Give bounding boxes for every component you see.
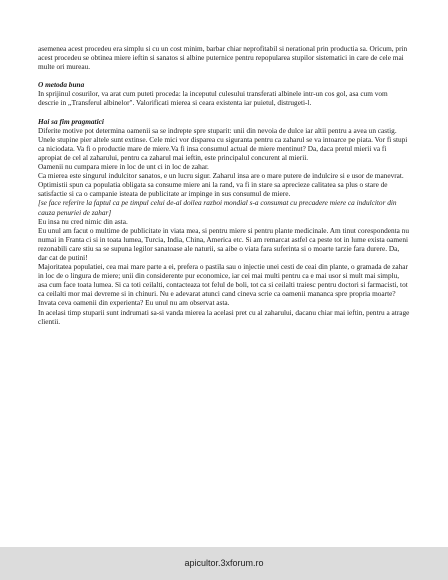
pragmatici-paragraph-3: Ca mierea este singurul indulcitor sanatos, e un lucru sigur. Zaharul insa are o mare putere de indulcire si e usor de manevrat. (38, 171, 404, 181)
site-watermark: apicultor.3xforum.ro (184, 558, 264, 568)
metoda-buna-paragraph: In sprijinul cosurilor, va arat cum puteti proceda: la inceputul culesului transferati albinele intr-un cos gol, asa cum vom descrie in ,,Transferul albinelor". Valorificati mierea si ceara existenta iar puietul, distrugeti-l. (38, 89, 388, 108)
intro-paragraph: asemenea acest procedeu era simplu si cu un cost minim, barbar chiar neprofitabil si nerational prin productia sa. Oricum, prin acest procedeu se obtinea miere ieftin si sanatos si albine puternice pentru repopularea stupilor sistematici in care de cele mai multe ori mureau. (38, 44, 408, 72)
section-heading-pragmatici: Hai sa fim pragmatici (38, 116, 104, 126)
document-body (38, 44, 410, 326)
section-heading-metoda-buna: O metoda buna (38, 80, 85, 90)
pragmatici-paragraph-4: Optimistii spun ca populatia obligata sa consume miere ani la rand, va fi in stare sa aprecieze calitatea sa plus o stare de satisfactie si ca o campanie isteata de publicitate ar impinge in sus consumul de miere. (38, 180, 388, 199)
pragmatici-paragraph-9: In acelasi timp stuparii sunt indrumati sa-si vanda mierea la acelasi pret cu al zaharului, dacanu chiar mai ieftin, pentru a atrage clientii. (38, 307, 410, 326)
editor-note: [se face referire la faptul ca pe timpul celui de-al doilea razboi mondial s-a consumat cu precadere miere ca indulcitor din cauza penuriei de zahar] (38, 198, 397, 217)
pragmatici-paragraph-7: Majoritatea populatiei, cea mai mare parte a ei, prefera o pastila sau o injectie unei cesti de ceai din plante, o gramada de zahar in loc de o lingura de miere; unii din considerente pur economice, iar cei mai multi pentru ca e mai usor si mult mai simplu, asa cum face toata lumea. Si ca toti ceilalti, contacteaza tot felul de boli, tot ca si ceilalti traiesc pentru doctori si farmacisti, tot ca ceilalti mor mai devreme si in chinuri. Nu e adevarat atunci cand cineva scrie ca oamenii mananca spre propria moarte? (38, 262, 408, 299)
pragmatici-paragraph-5: Eu insa nu cred nimic din asta. (38, 216, 128, 226)
pragmatici-paragraph-1: Diferite motive pot determina oamenii sa se indrepte spre stuparit: unii din nevoia de dulce iar altii pentru a avea un castig. Unele stupine pier altele sunt extinse. Cele mici vor disparea cu siguranta pentru ca zaharul se va intoarce pe piata. Vor fi stupi ca niciodata. Va fi o productie mare de miere.Va fi insa consumul actual de miere mentinut? Da, daca pretul mierii va fi apropiat de cel al zaharului, pentru ca zaharul mai ieftin, este principalul concurent al mierii. (38, 125, 408, 162)
pragmatici-paragraph-6: Eu unul am facut o multime de publicitate in viata mea, si pentru miere si pentru plante medicinale. Am tinut corespondenta nu numai in Franta ci si in toata lumea, Turcia, India, China, America etc. Si am remarcat astfel ca peste tot in lume exista oameni rezonabili care stiu sa se supuna legilor sanatoase ale naturii, sa aibe o viata fara suferinta si o moarte tarzie fara durere. Da, dar cat de putini! (38, 225, 410, 262)
pragmatici-paragraph-2: Oamenii nu cumpara miere in loc de unt ci in loc de zahar. (38, 162, 209, 172)
pragmatici-paragraph-8: Invata ceva oamenii din experienta? Eu unul nu am observat asta. (38, 298, 230, 308)
